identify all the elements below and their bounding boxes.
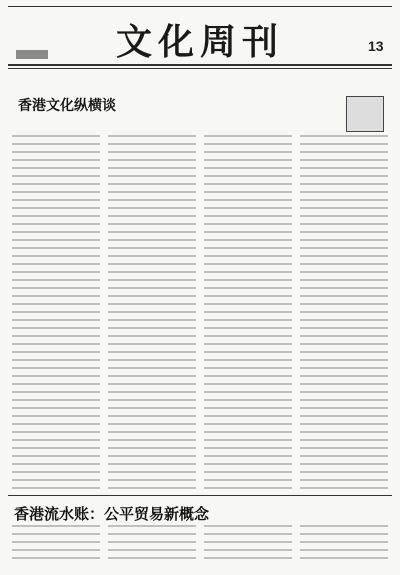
text-line-placeholder	[12, 287, 100, 289]
text-line-placeholder	[300, 319, 388, 321]
article-column	[108, 135, 196, 495]
bottom-headline: 香港流水账：公平贸易新概念	[14, 505, 210, 523]
text-line-placeholder	[204, 295, 292, 297]
text-line-placeholder	[12, 167, 100, 169]
text-line-placeholder	[300, 557, 388, 559]
text-line-placeholder	[108, 335, 196, 337]
text-line-placeholder	[204, 335, 292, 337]
text-line-placeholder	[204, 423, 292, 425]
text-line-placeholder	[300, 375, 388, 377]
text-line-placeholder	[12, 351, 100, 353]
text-line-placeholder	[12, 263, 100, 265]
text-line-placeholder	[300, 183, 388, 185]
text-line-placeholder	[12, 239, 100, 241]
text-line-placeholder	[108, 279, 196, 281]
text-line-placeholder	[108, 367, 196, 369]
text-line-placeholder	[300, 351, 388, 353]
text-line-placeholder	[204, 463, 292, 465]
article-column	[12, 525, 100, 570]
text-line-placeholder	[204, 207, 292, 209]
article-column	[204, 135, 292, 495]
text-line-placeholder	[12, 447, 100, 449]
text-line-placeholder	[204, 287, 292, 289]
masthead-rule	[8, 64, 392, 66]
text-line-placeholder	[12, 557, 100, 559]
text-line-placeholder	[204, 263, 292, 265]
text-line-placeholder	[300, 367, 388, 369]
text-line-placeholder	[300, 343, 388, 345]
text-line-placeholder	[108, 175, 196, 177]
column-badge	[346, 96, 384, 132]
text-line-placeholder	[12, 423, 100, 425]
text-line-placeholder	[300, 399, 388, 401]
text-line-placeholder	[300, 191, 388, 193]
text-line-placeholder	[300, 359, 388, 361]
text-line-placeholder	[108, 271, 196, 273]
text-line-placeholder	[204, 471, 292, 473]
text-line-placeholder	[12, 159, 100, 161]
text-line-placeholder	[12, 549, 100, 551]
text-line-placeholder	[12, 391, 100, 393]
text-line-placeholder	[300, 455, 388, 457]
text-line-placeholder	[12, 487, 100, 489]
text-line-placeholder	[204, 439, 292, 441]
text-line-placeholder	[108, 303, 196, 305]
text-line-placeholder	[204, 525, 292, 527]
text-line-placeholder	[12, 415, 100, 417]
masthead	[0, 8, 400, 63]
text-line-placeholder	[108, 431, 196, 433]
text-line-placeholder	[12, 335, 100, 337]
text-line-placeholder	[204, 223, 292, 225]
text-line-placeholder	[300, 391, 388, 393]
text-line-placeholder	[204, 143, 292, 145]
text-line-placeholder	[108, 263, 196, 265]
masthead-rule-top	[8, 6, 392, 7]
text-line-placeholder	[204, 319, 292, 321]
article-column	[300, 525, 388, 570]
text-line-placeholder	[300, 447, 388, 449]
text-line-placeholder	[300, 525, 388, 527]
text-line-placeholder	[12, 279, 100, 281]
text-line-placeholder	[12, 399, 100, 401]
text-line-placeholder	[108, 383, 196, 385]
text-line-placeholder	[108, 359, 196, 361]
text-line-placeholder	[300, 533, 388, 535]
text-line-placeholder	[204, 327, 292, 329]
text-line-placeholder	[300, 487, 388, 489]
text-line-placeholder	[12, 175, 100, 177]
text-line-placeholder	[108, 399, 196, 401]
text-line-placeholder	[12, 143, 100, 145]
text-line-placeholder	[108, 151, 196, 153]
text-line-placeholder	[204, 255, 292, 257]
text-line-placeholder	[108, 231, 196, 233]
text-line-placeholder	[300, 247, 388, 249]
text-line-placeholder	[204, 247, 292, 249]
text-line-placeholder	[300, 223, 388, 225]
text-line-placeholder	[300, 463, 388, 465]
text-line-placeholder	[108, 143, 196, 145]
text-line-placeholder	[108, 525, 196, 527]
text-line-placeholder	[300, 135, 388, 137]
text-line-placeholder	[108, 319, 196, 321]
text-line-placeholder	[204, 383, 292, 385]
text-line-placeholder	[12, 247, 100, 249]
text-line-placeholder	[12, 295, 100, 297]
article-column	[204, 525, 292, 570]
text-line-placeholder	[300, 423, 388, 425]
text-line-placeholder	[300, 263, 388, 265]
text-line-placeholder	[300, 215, 388, 217]
text-line-placeholder	[108, 327, 196, 329]
text-line-placeholder	[108, 439, 196, 441]
text-line-placeholder	[204, 279, 292, 281]
text-line-placeholder	[300, 295, 388, 297]
text-line-placeholder	[12, 455, 100, 457]
text-line-placeholder	[204, 557, 292, 559]
text-line-placeholder	[108, 207, 196, 209]
text-line-placeholder	[108, 423, 196, 425]
text-line-placeholder	[108, 159, 196, 161]
text-line-placeholder	[108, 255, 196, 257]
text-line-placeholder	[204, 367, 292, 369]
text-line-placeholder	[108, 375, 196, 377]
text-line-placeholder	[108, 199, 196, 201]
text-line-placeholder	[300, 207, 388, 209]
text-line-placeholder	[108, 215, 196, 217]
feature-headline: 香港文化纵横谈	[18, 98, 116, 114]
text-line-placeholder	[204, 549, 292, 551]
text-line-placeholder	[108, 295, 196, 297]
text-line-placeholder	[204, 135, 292, 137]
text-line-placeholder	[108, 557, 196, 559]
text-line-placeholder	[108, 541, 196, 543]
text-line-placeholder	[108, 407, 196, 409]
text-line-placeholder	[300, 159, 388, 161]
text-line-placeholder	[108, 287, 196, 289]
text-line-placeholder	[300, 303, 388, 305]
text-line-placeholder	[12, 533, 100, 535]
text-line-placeholder	[204, 343, 292, 345]
text-line-placeholder	[204, 159, 292, 161]
text-line-placeholder	[108, 391, 196, 393]
text-line-placeholder	[12, 255, 100, 257]
page-number: 13	[368, 38, 384, 54]
text-line-placeholder	[300, 549, 388, 551]
text-line-placeholder	[12, 231, 100, 233]
text-line-placeholder	[204, 407, 292, 409]
text-line-placeholder	[300, 143, 388, 145]
article-column	[300, 135, 388, 495]
text-line-placeholder	[108, 549, 196, 551]
text-line-placeholder	[204, 183, 292, 185]
text-line-placeholder	[108, 343, 196, 345]
text-line-placeholder	[300, 383, 388, 385]
text-line-placeholder	[204, 191, 292, 193]
text-line-placeholder	[12, 407, 100, 409]
text-line-placeholder	[300, 255, 388, 257]
text-line-placeholder	[108, 463, 196, 465]
text-line-placeholder	[300, 151, 388, 153]
text-line-placeholder	[108, 191, 196, 193]
text-line-placeholder	[300, 199, 388, 201]
article-column	[108, 525, 196, 570]
text-line-placeholder	[204, 215, 292, 217]
text-line-placeholder	[108, 455, 196, 457]
section-divider	[8, 495, 392, 496]
text-line-placeholder	[300, 431, 388, 433]
text-line-placeholder	[12, 383, 100, 385]
text-line-placeholder	[12, 303, 100, 305]
text-line-placeholder	[108, 533, 196, 535]
text-line-placeholder	[12, 311, 100, 313]
text-line-placeholder	[300, 175, 388, 177]
text-line-placeholder	[12, 151, 100, 153]
text-line-placeholder	[108, 167, 196, 169]
text-line-placeholder	[204, 359, 292, 361]
text-line-placeholder	[12, 367, 100, 369]
text-line-placeholder	[204, 311, 292, 313]
text-line-placeholder	[204, 415, 292, 417]
text-line-placeholder	[300, 327, 388, 329]
text-line-placeholder	[204, 167, 292, 169]
text-line-placeholder	[12, 327, 100, 329]
text-line-placeholder	[108, 135, 196, 137]
text-line-placeholder	[300, 471, 388, 473]
text-line-placeholder	[204, 175, 292, 177]
text-line-placeholder	[300, 415, 388, 417]
text-line-placeholder	[12, 525, 100, 527]
masthead-rule-thin	[8, 68, 392, 69]
text-line-placeholder	[108, 223, 196, 225]
text-line-placeholder	[204, 351, 292, 353]
text-line-placeholder	[300, 407, 388, 409]
text-line-placeholder	[204, 375, 292, 377]
section-title: 文化周刊	[115, 21, 284, 63]
text-line-placeholder	[12, 343, 100, 345]
text-line-placeholder	[108, 351, 196, 353]
text-line-placeholder	[300, 439, 388, 441]
text-line-placeholder	[12, 199, 100, 201]
text-line-placeholder	[300, 279, 388, 281]
text-line-placeholder	[12, 271, 100, 273]
text-line-placeholder	[108, 311, 196, 313]
text-line-placeholder	[300, 271, 388, 273]
text-line-placeholder	[204, 271, 292, 273]
text-line-placeholder	[300, 239, 388, 241]
text-line-placeholder	[204, 431, 292, 433]
text-line-placeholder	[204, 447, 292, 449]
text-line-placeholder	[108, 247, 196, 249]
text-line-placeholder	[12, 135, 100, 137]
text-line-placeholder	[12, 191, 100, 193]
text-line-placeholder	[108, 479, 196, 481]
text-line-placeholder	[204, 487, 292, 489]
text-line-placeholder	[12, 431, 100, 433]
text-line-placeholder	[300, 167, 388, 169]
text-line-placeholder	[108, 415, 196, 417]
text-line-placeholder	[12, 183, 100, 185]
text-line-placeholder	[12, 375, 100, 377]
text-line-placeholder	[300, 335, 388, 337]
text-line-placeholder	[300, 231, 388, 233]
text-line-placeholder	[108, 239, 196, 241]
text-line-placeholder	[12, 471, 100, 473]
text-line-placeholder	[108, 183, 196, 185]
text-line-placeholder	[204, 399, 292, 401]
text-line-placeholder	[204, 479, 292, 481]
text-line-placeholder	[12, 215, 100, 217]
text-line-placeholder	[108, 487, 196, 489]
text-line-placeholder	[300, 287, 388, 289]
text-line-placeholder	[204, 199, 292, 201]
text-line-placeholder	[12, 463, 100, 465]
text-line-placeholder	[12, 223, 100, 225]
text-line-placeholder	[12, 359, 100, 361]
text-line-placeholder	[204, 239, 292, 241]
text-line-placeholder	[204, 455, 292, 457]
text-line-placeholder	[12, 319, 100, 321]
text-line-placeholder	[204, 231, 292, 233]
text-line-placeholder	[204, 151, 292, 153]
text-line-placeholder	[12, 479, 100, 481]
text-line-placeholder	[204, 541, 292, 543]
text-line-placeholder	[300, 311, 388, 313]
text-line-placeholder	[204, 391, 292, 393]
text-line-placeholder	[204, 533, 292, 535]
text-line-placeholder	[12, 541, 100, 543]
text-line-placeholder	[300, 479, 388, 481]
text-line-placeholder	[108, 447, 196, 449]
text-line-placeholder	[300, 541, 388, 543]
text-line-placeholder	[108, 471, 196, 473]
text-line-placeholder	[12, 207, 100, 209]
article-column	[12, 135, 100, 495]
text-line-placeholder	[204, 303, 292, 305]
text-line-placeholder	[12, 439, 100, 441]
